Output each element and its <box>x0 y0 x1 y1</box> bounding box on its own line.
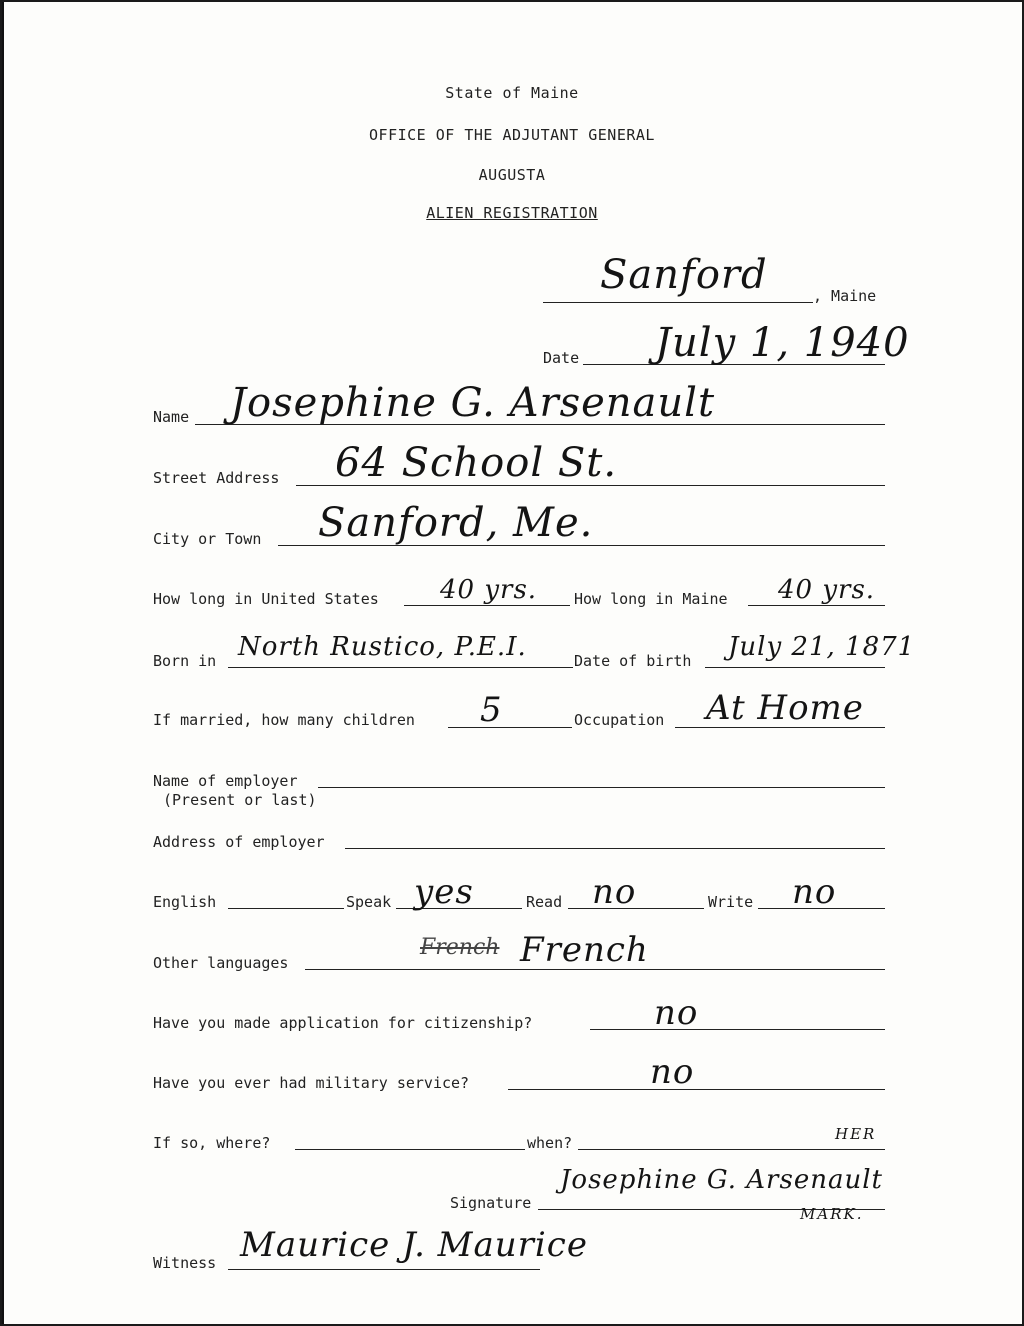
children-value: 5 <box>480 690 503 730</box>
if-so-where-label: If so, where? <box>153 1134 271 1152</box>
place-line <box>543 302 813 303</box>
scan-edge <box>0 0 4 1326</box>
struck-language-value: French <box>420 935 500 960</box>
english-label: English <box>153 893 217 911</box>
when-line <box>578 1149 885 1150</box>
street-label: Street Address <box>153 469 280 487</box>
when-label: when? <box>527 1134 573 1152</box>
other-languages-label: Other languages <box>153 954 289 972</box>
read-label: Read <box>526 893 563 911</box>
military-value: no <box>650 1052 695 1092</box>
header-state: State of Maine <box>445 84 579 102</box>
how-long-maine-value: 40 yrs. <box>778 575 876 605</box>
city-label: City or Town <box>153 530 262 548</box>
signature-value: Josephine G. Arsenault <box>560 1165 883 1195</box>
write-label: Write <box>708 893 754 911</box>
form-title-text: ALIEN REGISTRATION <box>426 204 598 222</box>
employer-address-line <box>345 848 885 849</box>
how-long-us-line <box>404 605 570 606</box>
other-languages-value: French <box>520 930 649 970</box>
date-of-birth-line <box>705 667 885 668</box>
form-title <box>0 204 1024 222</box>
employer-address-label: Address of employer <box>153 833 325 851</box>
how-long-us-label: How long in United States <box>153 590 379 608</box>
street-value: 64 School St. <box>335 440 618 486</box>
write-value: no <box>792 872 837 912</box>
citizenship-value: no <box>654 993 699 1033</box>
employer-name-line <box>318 787 885 788</box>
maine-label: , Maine <box>813 287 877 305</box>
speak-value: yes <box>414 872 474 912</box>
if-so-where-line <box>295 1149 525 1150</box>
english-line <box>228 908 344 909</box>
place-value: Sanford <box>600 252 768 298</box>
citizenship-label: Have you made application for citizenship? <box>153 1014 533 1032</box>
born-in-line <box>228 667 573 668</box>
military-line <box>508 1089 885 1090</box>
header-city: AUGUSTA <box>478 166 546 184</box>
signature-her-text: HER <box>835 1125 877 1143</box>
how-long-us-value: 40 yrs. <box>440 575 538 605</box>
date-of-birth-label: Date of birth <box>574 652 692 670</box>
name-label: Name <box>153 408 190 426</box>
date-label: Date <box>543 349 580 367</box>
employer-sub-label: (Present or last) <box>163 791 317 809</box>
header-office: OFFICE OF THE ADJUTANT GENERAL <box>369 126 655 144</box>
children-label: If married, how many children <box>153 711 415 729</box>
city-value: Sanford, Me. <box>318 500 594 546</box>
signature-label: Signature <box>450 1194 532 1212</box>
children-line <box>448 727 572 728</box>
born-in-value: North Rustico, P.E.I. <box>238 632 527 662</box>
citizenship-line <box>590 1029 885 1030</box>
date-value: July 1, 1940 <box>655 320 910 366</box>
born-in-label: Born in <box>153 652 217 670</box>
witness-value: Maurice J. Maurice <box>240 1225 588 1265</box>
occupation-value: At Home <box>706 688 864 728</box>
signature-mark-text: MARK. <box>800 1205 864 1223</box>
how-long-maine-label: How long in Maine <box>574 590 728 608</box>
witness-line <box>228 1269 540 1270</box>
occupation-label: Occupation <box>574 711 665 729</box>
date-of-birth-value: July 21, 1871 <box>728 632 916 662</box>
how-long-maine-line <box>748 605 885 606</box>
name-value: Josephine G. Arsenault <box>230 380 716 426</box>
read-value: no <box>592 872 637 912</box>
military-label: Have you ever had military service? <box>153 1074 470 1092</box>
speak-label: Speak <box>346 893 392 911</box>
witness-label: Witness <box>153 1254 217 1272</box>
employer-name-label: Name of employer <box>153 772 298 790</box>
